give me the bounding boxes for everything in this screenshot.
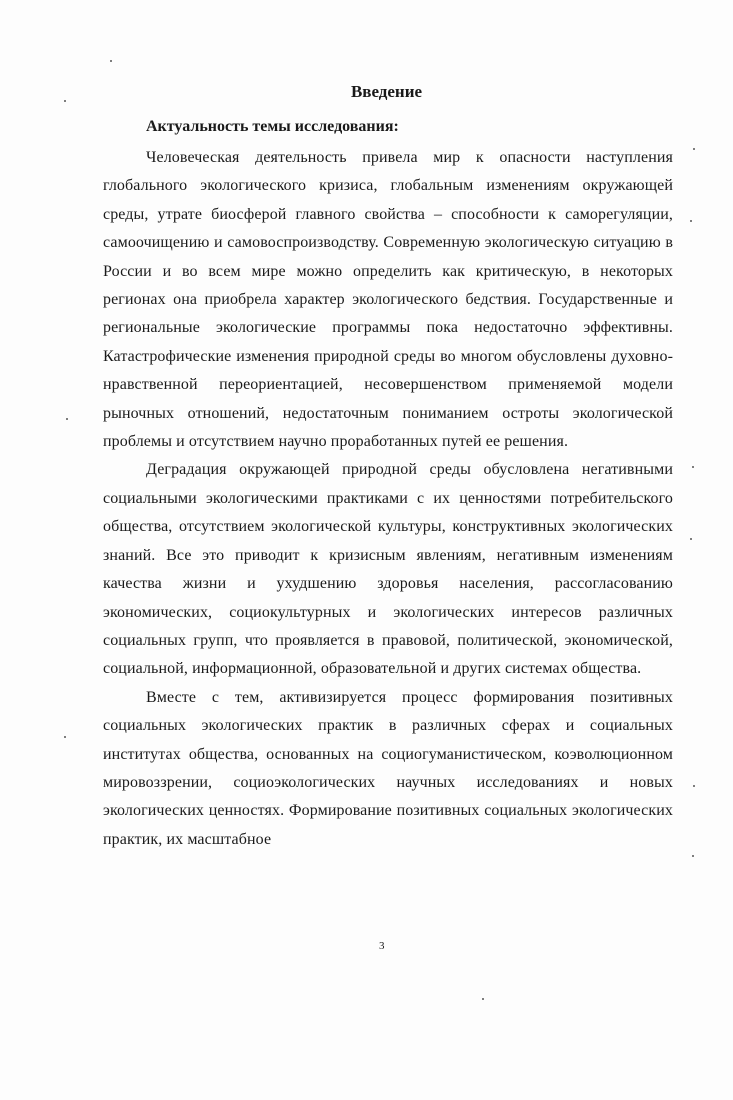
paragraph: Деградация окружающей природной среды обусловлена негативными социальными экологическими практиками с их ценностями потребительского общества, отсутствием экологической культуры, конструктивных экологических знаний. Все это приводит к кризисным явлениям, негативным изменениям качества жизни и ухудшению здоровья населения, рассогласованию экономических, социокультурных и экологических интересов различных социальных групп, что проявляется в правовой, политической, экономической, социальной, информационной, образовательной и других системах общества.	[103, 461, 673, 678]
paragraph: Вместе с тем, активизируется процесс формирования позитивных социальных экологических практик в различных сферах и социальных институтах общества, основанных на социогуманистическом, коэволюционном мировоззрении, социоэкологических научных исследованиях и новых экологических ценностях. Формирование позитивных социальных экологических практик, их масштабное	[103, 688, 673, 848]
section-subheading: Актуальность темы исследования:	[146, 118, 399, 135]
paragraph: Человеческая деятельность привела мир к опасности наступления глобального экологического кризиса, глобальным изменениям окружающей среды, утрате биосферой главного свойства – способности к саморегуляции, самоочищению и самовоспроизводству. Современную экологическую ситуацию в России и во всем мире можно определить как критическую, в некоторых регионах она приобрела характер экологического бедствия. Государственные и региональные экологические программы пока недостаточно эффективны. Катастрофические изменения природной среды во многом обусловлены духовно-нравственной переориентацией, несовершенством применяемой модели рыночных отношений, недостаточным пониманием остроты экологической проблемы и отсутствием научно проработанных путей ее решения.	[103, 149, 673, 451]
scan-speck	[692, 466, 694, 468]
scan-speck	[693, 785, 695, 787]
scan-speck	[110, 60, 112, 62]
scan-speck	[64, 100, 66, 102]
body-text	[103, 144, 673, 854]
scan-speck	[482, 998, 484, 1000]
scan-speck	[693, 148, 695, 150]
scan-speck	[64, 736, 66, 738]
scan-speck	[690, 220, 692, 222]
scan-speck	[66, 418, 68, 420]
scan-speck	[690, 538, 692, 540]
page-number: 3	[379, 940, 385, 952]
page-title: Введение	[350, 82, 423, 101]
scan-speck	[692, 855, 694, 857]
